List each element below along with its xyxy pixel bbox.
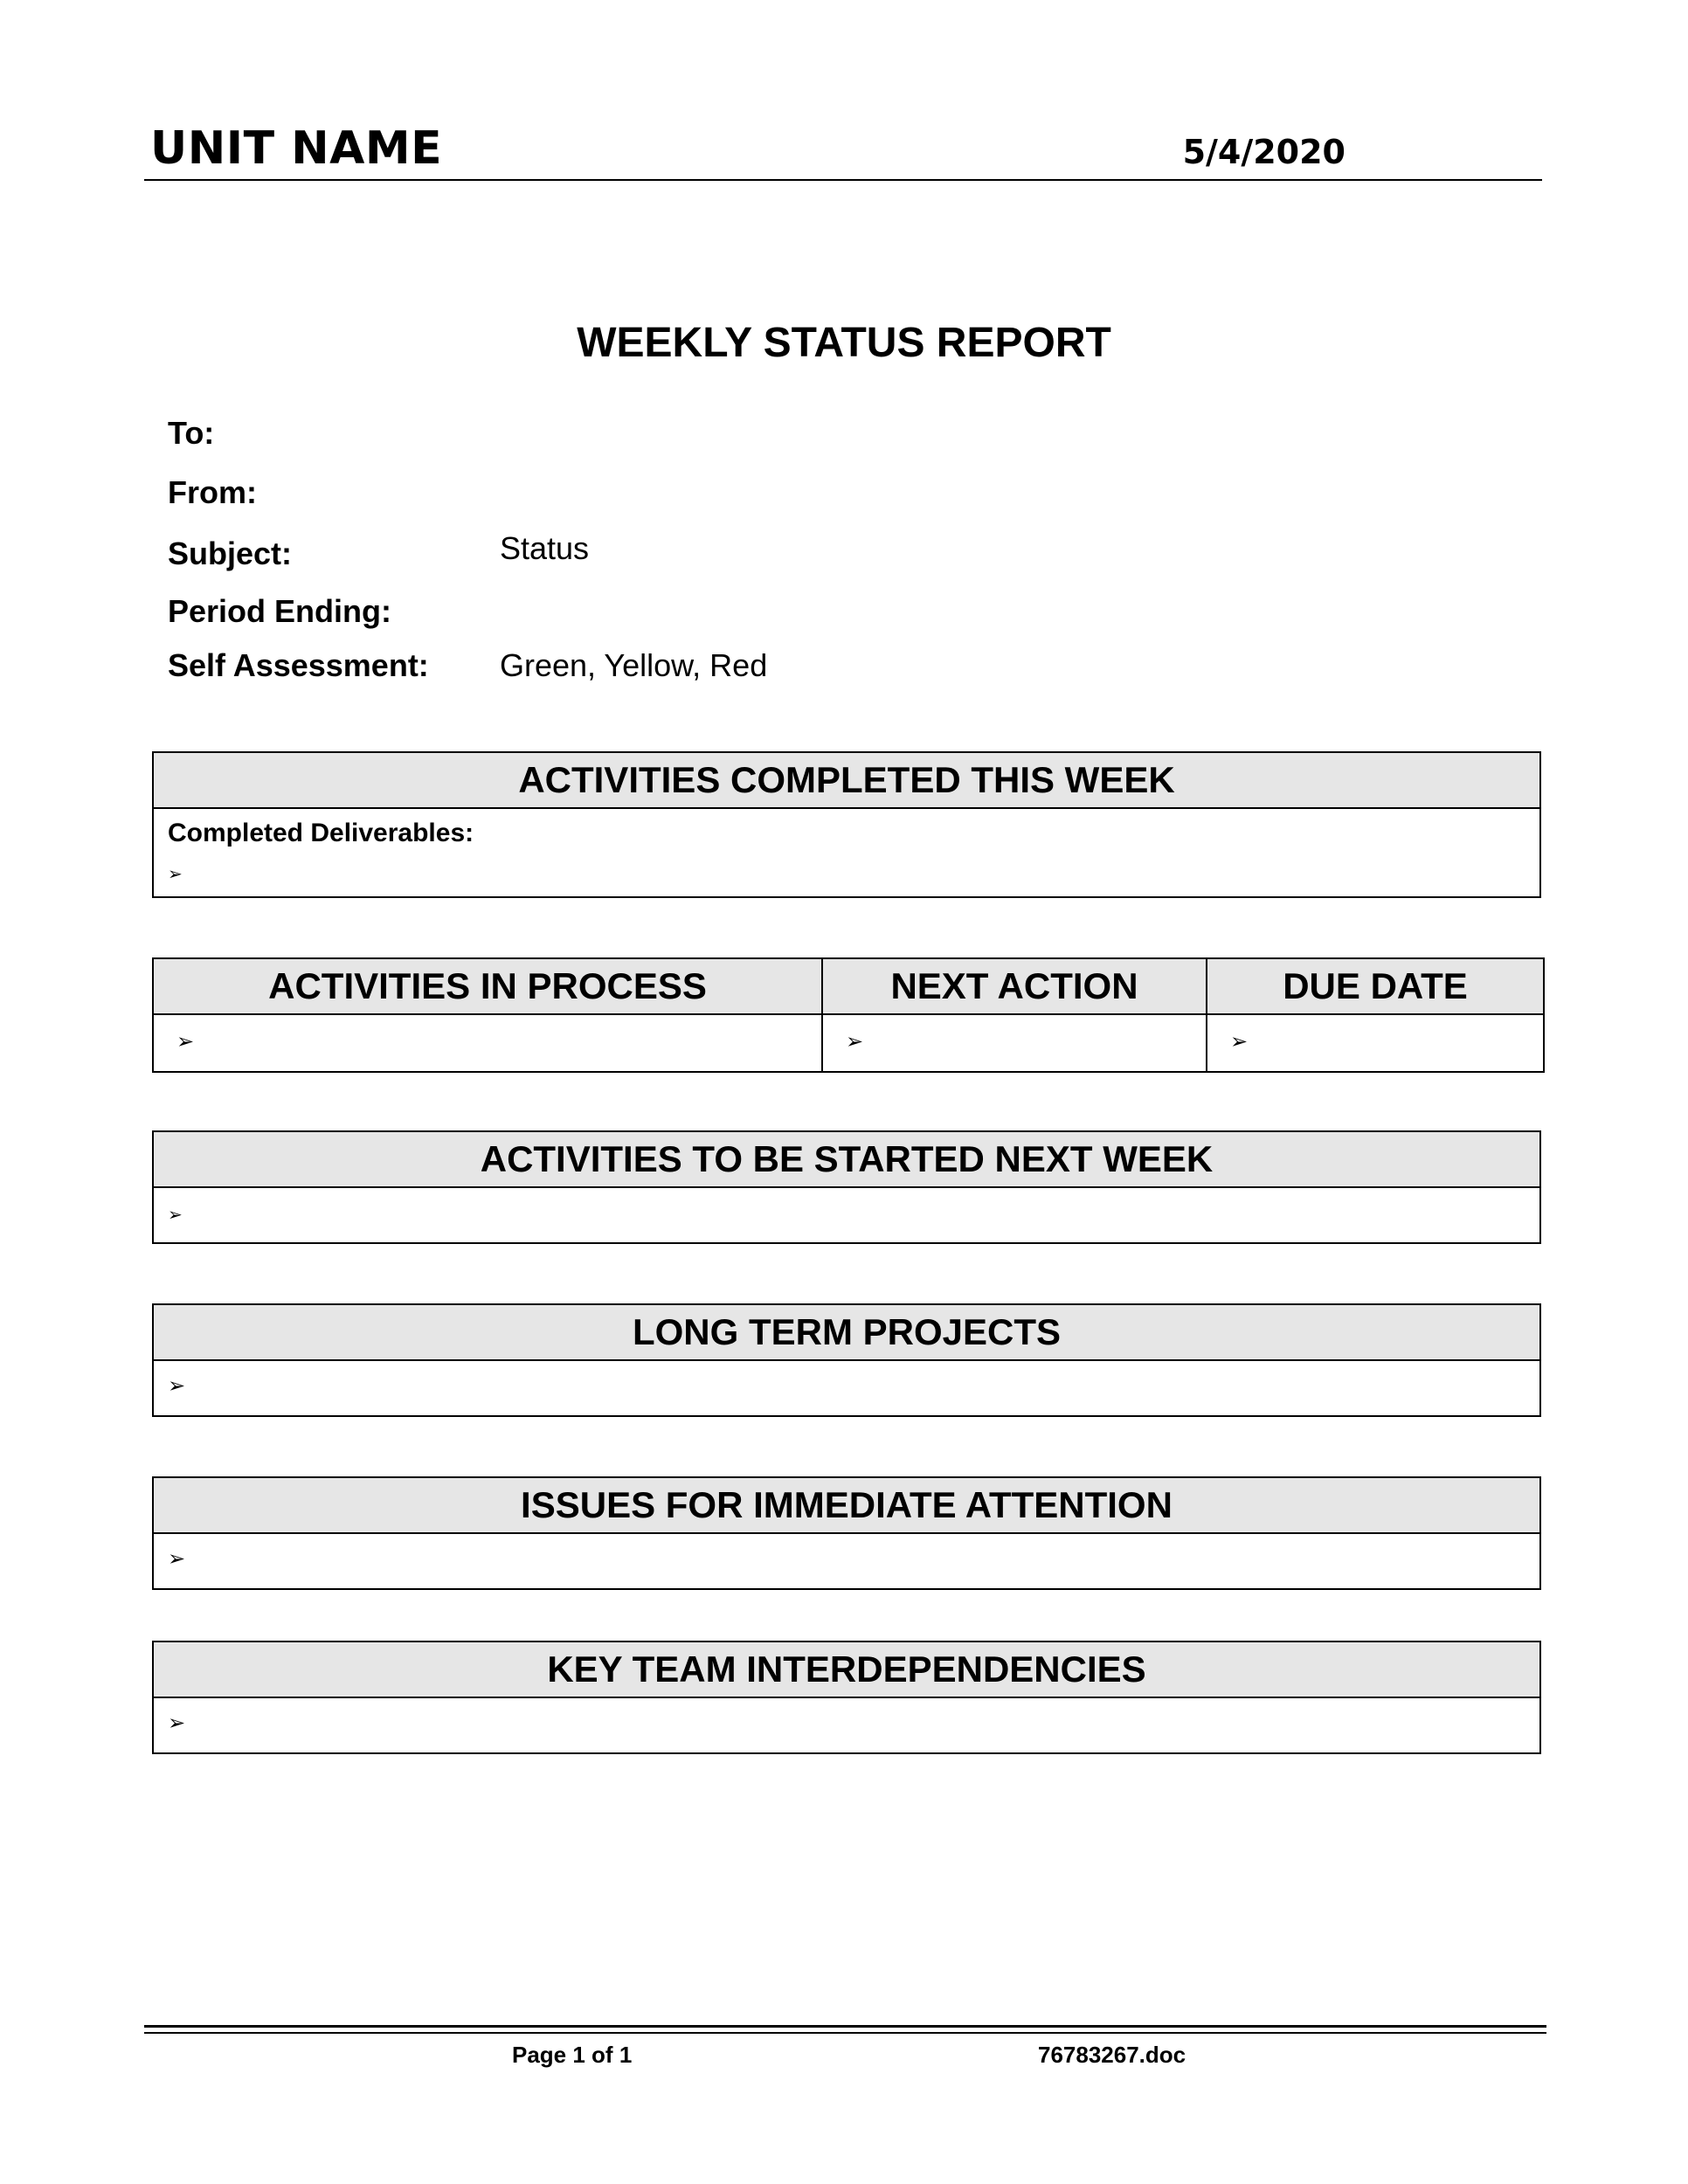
- issues-section: [152, 1476, 1541, 1590]
- long-term-projects-section: [152, 1303, 1541, 1417]
- long-term-projects-body: [154, 1361, 1539, 1415]
- arrow-bullet-icon: ➢: [168, 1546, 186, 1571]
- footer-divider: [144, 2025, 1546, 2028]
- in-process-table: [152, 957, 1545, 1073]
- period-ending-label: Period Ending:: [168, 593, 391, 629]
- from-label: From:: [168, 474, 257, 510]
- header-divider: [144, 179, 1542, 181]
- arrow-bullet-icon: ➢: [176, 1029, 195, 1054]
- next-week-body: [154, 1188, 1539, 1242]
- completed-activities-section: [152, 751, 1541, 898]
- dependencies-body: [154, 1698, 1539, 1752]
- arrow-bullet-icon: ➢: [168, 1711, 186, 1735]
- due-date-header: DUE DATE: [1207, 959, 1543, 1015]
- report-title: WEEKLY STATUS REPORT: [577, 320, 1111, 366]
- arrow-bullet-icon: ➢: [846, 1029, 864, 1054]
- issues-body: [154, 1534, 1539, 1588]
- arrow-bullet-icon: ➢: [168, 863, 183, 884]
- page-number: Page 1 of 1: [512, 2042, 633, 2068]
- subject-label: Subject:: [168, 536, 293, 571]
- to-label: To:: [168, 415, 215, 451]
- arrow-bullet-icon: ➢: [1230, 1029, 1249, 1054]
- subject-value: Status: [500, 530, 590, 566]
- completed-activities-body: [154, 809, 1539, 896]
- header-date: 5/4/2020: [1182, 133, 1346, 171]
- due-date-column: [1207, 959, 1543, 1071]
- unit-name: UNIT NAME: [150, 122, 443, 175]
- completed-deliverables-label: Completed Deliverables:: [168, 819, 474, 847]
- next-week-title: ACTIVITIES TO BE STARTED NEXT WEEK: [154, 1132, 1539, 1188]
- next-action-header: NEXT ACTION: [823, 959, 1206, 1015]
- dependencies-section: [152, 1641, 1541, 1754]
- dependencies-title: KEY TEAM INTERDEPENDENCIES: [154, 1642, 1539, 1698]
- activities-in-process-column: [154, 959, 823, 1071]
- activities-in-process-header: ACTIVITIES IN PROCESS: [154, 959, 821, 1015]
- completed-activities-title: ACTIVITIES COMPLETED THIS WEEK: [154, 753, 1539, 809]
- arrow-bullet-icon: ➢: [168, 1373, 186, 1398]
- next-week-section: [152, 1130, 1541, 1244]
- next-action-column: [823, 959, 1207, 1071]
- long-term-projects-title: LONG TERM PROJECTS: [154, 1305, 1539, 1361]
- self-assessment-value: Green, Yellow, Red: [500, 647, 768, 683]
- self-assessment-label: Self Assessment:: [168, 647, 429, 683]
- document-filename: 76783267.doc: [1038, 2042, 1186, 2068]
- footer-divider-secondary: [144, 2032, 1546, 2034]
- issues-title: ISSUES FOR IMMEDIATE ATTENTION: [154, 1478, 1539, 1534]
- arrow-bullet-icon: ➢: [168, 1204, 183, 1225]
